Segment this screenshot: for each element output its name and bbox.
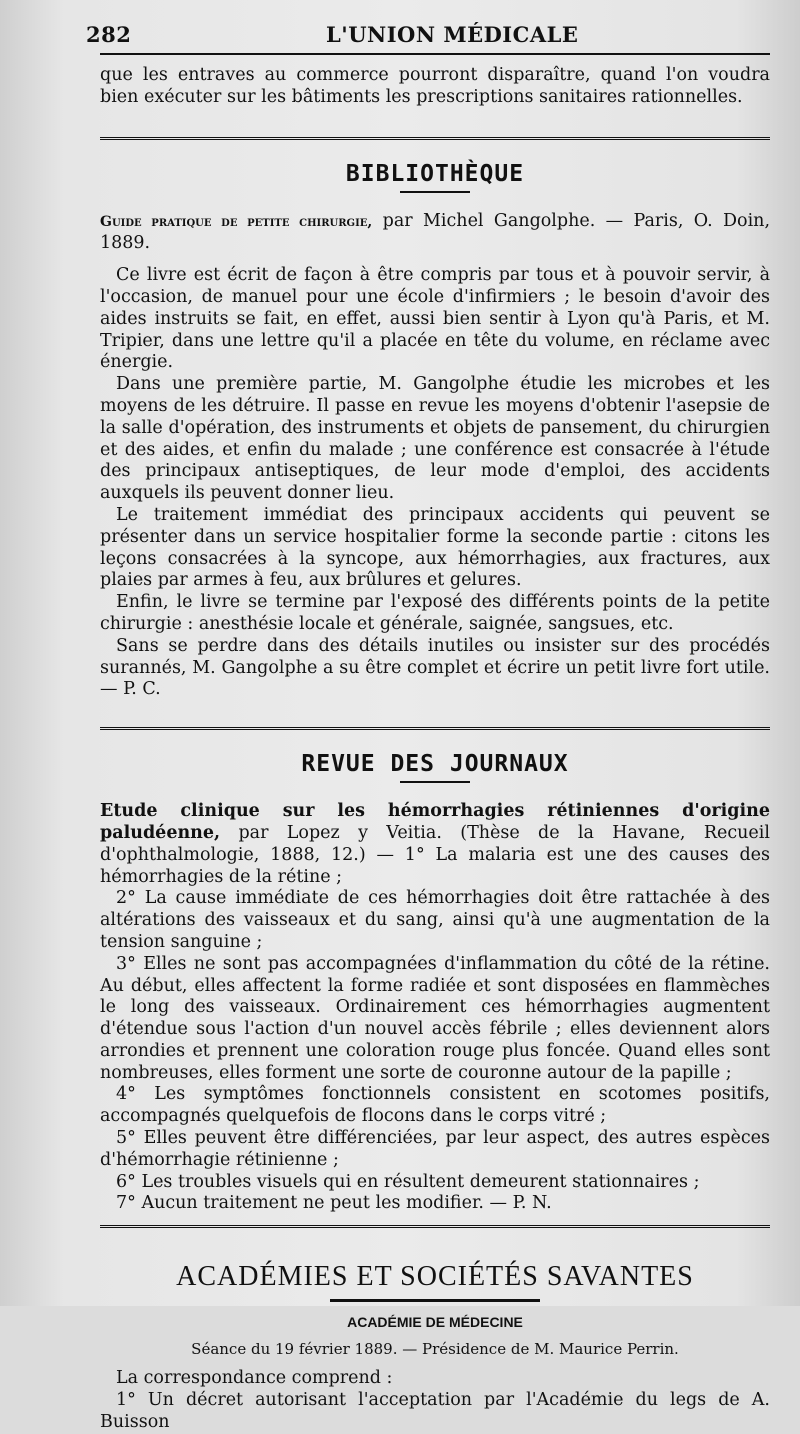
bibliotheque-title: BIBLIOTHÈQUE xyxy=(345,160,525,187)
academies-title: ACADÉMIES ET SOCIÉTÉS SAVANTES xyxy=(176,1261,694,1293)
revue-item-4: 4° Les symptômes fonctionnels consistent en scotomes positifs, accompagnés quelquefois de flocons dans le corps vitré ; xyxy=(100,1084,770,1127)
title-underline xyxy=(330,1299,540,1302)
book-paragraph-2: Dans une première partie, M. Gangolphe étudie les microbes et les moyens de les détruire. Il passe en revue les moyens d'obtenir l'asepsie de la salle d'opération, des instruments et objets de pansement, du chirurgien et des aides, et enfin du malade ; une conférence est consacrée à l'étude des principaux antiseptiques, de leur mode d'emploi, des accidents auxquels ils peuvent donner lieu. xyxy=(100,374,770,504)
revue-title: REVUE DES JOURNAUX xyxy=(301,751,569,778)
correspondance-line: La correspondance comprend : xyxy=(116,1368,393,1389)
revue-item-7: 7° Aucun traitement ne peut les modifier. — P. N. xyxy=(116,1193,552,1214)
title-underline xyxy=(400,781,470,783)
revue-item-3: 3° Elles ne sont pas accompagnées d'inflammation du côté de la rétine. Au début, elles affectent la forme radiée et sont disposées en flammèches le long des vaisseaux. Ordinairement ces hémorrhagies augmentent d'étendue sous l'action d'un nouvel accès fébrile ; elles deviennent alors arrondies et prennent une coloration rouge plus foncée. Quand elles sont nombreuses, elles forment une sorte de couronne autour de la papille ; xyxy=(100,953,770,1083)
study-citation: par Lopez y Veitia. (Thèse de la Havane, Recueil d'ophthalmologie, 1888, 12.) — 1° La malaria est une des causes des hémorrhagies de la rétine ; xyxy=(100,822,770,887)
academie-subtitle: ACADÉMIE DE MÉDECINE xyxy=(347,1314,523,1331)
revue-item-5: 5° Elles peuvent être différenciées, par leur aspect, des autres espèces d'hémorrhagie rétinienne ; xyxy=(100,1128,770,1170)
section-divider xyxy=(100,1225,770,1231)
intro-paragraph: que les entraves au commerce pourront disparaître, quand l'on voudra bien exécuter sur les bâtiments les prescriptions sanitaires rationnelles. xyxy=(100,65,770,107)
journal-title: L'UNION MÉDICALE xyxy=(326,22,579,47)
title-underline xyxy=(400,191,470,193)
book-paragraph-1: Ce livre est écrit de façon à être compris par tous et à pouvoir servir, à l'occasion, de manuel pour une école d'infirmiers ; le besoin d'avoir des aides instruits se fait, en effet, aussi bien sentir à Lyon qu'à Paris, et M. Tripier, dans une lettre qu'il a placée en tête du volume, en réclame avec énergie. xyxy=(100,265,770,373)
study-reference xyxy=(100,801,770,888)
session-line: Séance du 19 février 1889. — Présidence de M. Maurice Perrin. xyxy=(191,1340,679,1359)
page-header xyxy=(86,22,770,47)
book-title: Guide pratique de petite chirurgie, xyxy=(100,213,373,230)
correspondance-item-1: 1° Un décret autorisant l'acceptation par l'Académie du legs de A. Buisson xyxy=(100,1390,770,1432)
book-author: par Michel Gangolphe. — Paris, O. Doin, 1889. xyxy=(100,210,771,254)
section-divider xyxy=(100,727,770,733)
book-paragraph-3: Le traitement immédiat des principaux accidents qui peuvent se présenter dans un service hospitalier forme la seconde partie : citons les leçons consacrées à la syncope, aux hémorrhagies, aux fractures, aux plaies par armes à feu, aux brûlures et gelures. xyxy=(100,504,770,591)
book-reference xyxy=(100,211,770,256)
header-rule xyxy=(100,53,770,55)
section-divider xyxy=(100,137,770,143)
page-number: 282 xyxy=(86,22,132,47)
revue-item-2: 2° La cause immédiate de ces hémorrhagies doit être rattachée à des altérations des vaisseaux et du sang, ainsi qu'à une augmentation de la tension sanguine ; xyxy=(100,888,770,952)
book-paragraph-5: Sans se perdre dans des détails inutiles ou insister sur des procédés surannés, M. Gangolphe a su être complet et écrire un petit livre fort utile. — P. C. xyxy=(100,635,770,700)
revue-item-6: 6° Les troubles visuels qui en résultent demeurent stationnaires ; xyxy=(116,1171,700,1192)
study-title: Etude clinique sur les hémorrhagies rétiniennes d'origine paludéenne, xyxy=(100,801,770,843)
book-paragraph-4: Enfin, le livre se termine par l'exposé des différents points de la petite chirurgie : anesthésie locale et générale, saignée, sangsues, etc. xyxy=(100,592,770,634)
